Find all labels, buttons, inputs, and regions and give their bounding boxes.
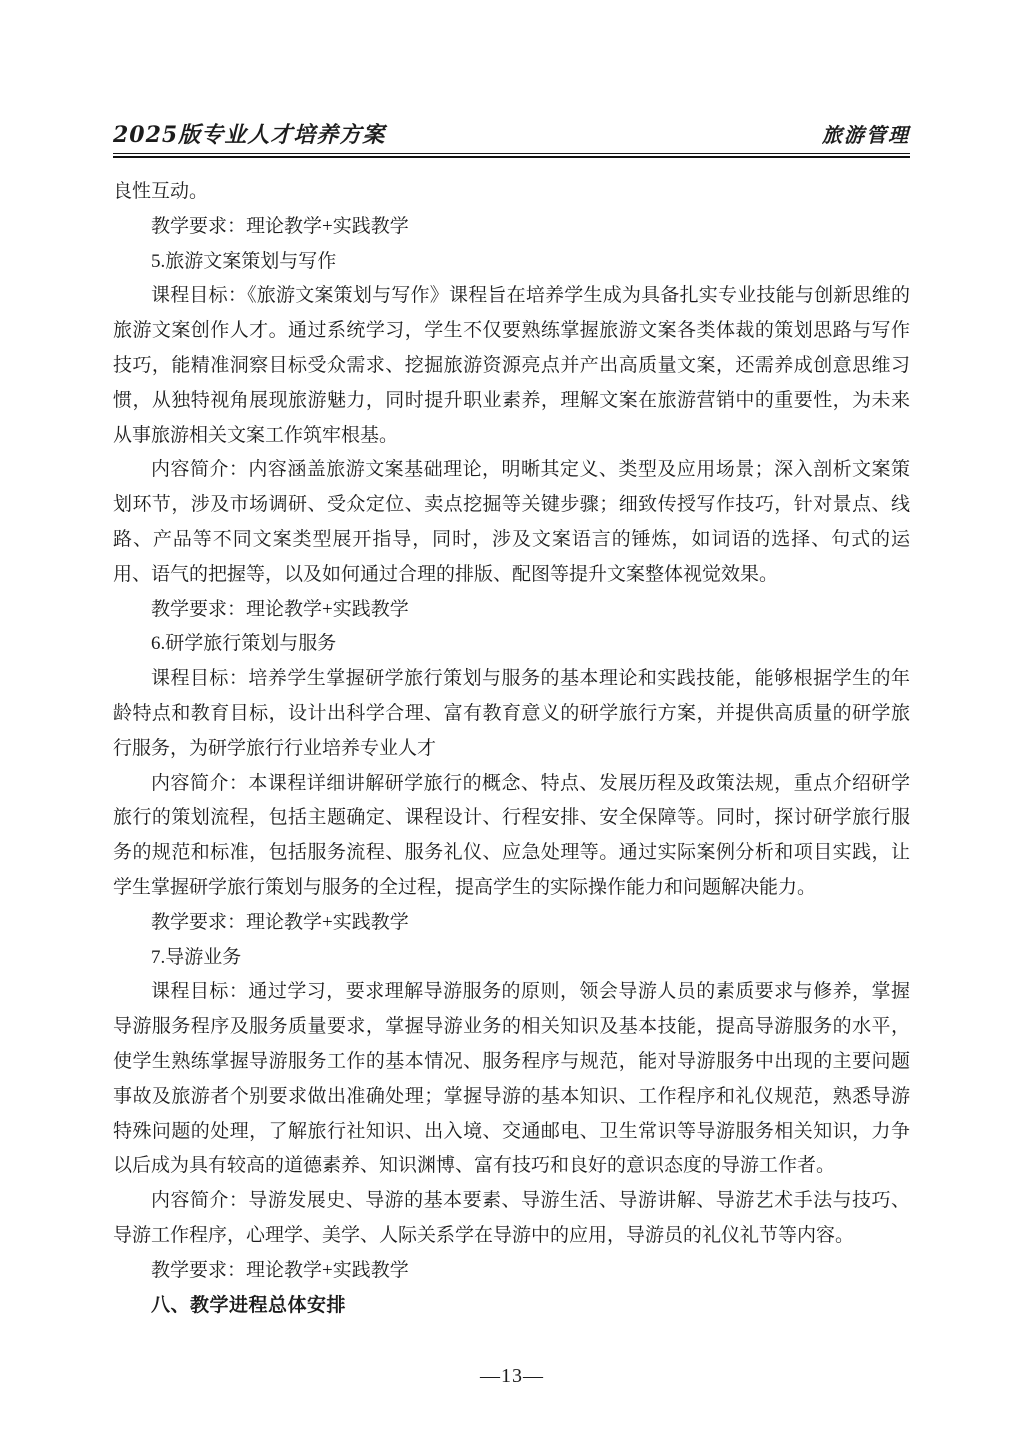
paragraph: 5.旅游文案策划与写作 (151, 250, 337, 272)
paragraph: 内容简介：导游发展史、导游的基本要素、导游生活、导游讲解、导游艺术手法与技巧、导游工作程序，心理学、美学、人际关系学在导游中的应用，导游员的礼仪礼节等内容。 (113, 1190, 910, 1246)
paragraph: 课程目标：培养学生掌握研学旅行策划与服务的基本理论和实践技能，能够根据学生的年龄特点和教育目标，设计出科学合理、富有教育意义的研学旅行方案，并提供高质量的研学旅行服务，为研学旅行行业培养专业人才 (113, 668, 910, 759)
document-body (113, 175, 910, 1323)
paragraph: 内容简介：本课程详细讲解研学旅行的概念、特点、发展历程及政策法规，重点介绍研学旅行的策划流程，包括主题确定、课程设计、行程安排、安全保障等。同时，探讨研学旅行服务的规范和标准，包括服务流程、服务礼仪、应急处理等。通过实际案例分析和项目实践，让学生掌握研学旅行策划与服务的全过程，提高学生的实际操作能力和问题解决能力。 (113, 772, 910, 898)
header-double-rule (113, 153, 910, 158)
paragraph: 6.研学旅行策划与服务 (151, 633, 337, 655)
page-number: —13— (480, 1365, 544, 1387)
paragraph: 教学要求：理论教学+实践教学 (151, 911, 409, 933)
header-right-label: 旅游管理 (822, 123, 910, 147)
paragraph: 教学要求：理论教学+实践教学 (151, 215, 409, 237)
paragraph: 八、教学进程总体安排 (151, 1294, 347, 1316)
paragraph: 课程目标：《旅游文案策划与写作》课程旨在培养学生成为具备扎实专业技能与创新思维的旅游文案创作人才。通过系统学习，学生不仅要熟练掌握旅游文案各类体裁的策划思路与写作技巧，能精准洞察目标受众需求、挖掘旅游资源亮点并产出高质量文案，还需养成创意思维习惯，从独特视角展现旅游魅力，同时提升职业素养，理解文案在旅游营销中的重要性，为未来从事旅游相关文案工作筑牢根基。 (113, 285, 910, 446)
paragraph: 教学要求：理论教学+实践教学 (151, 598, 409, 620)
page-header (113, 122, 910, 148)
paragraph: 7.导游业务 (151, 946, 242, 968)
paragraph: 课程目标：通过学习，要求理解导游服务的原则，领会导游人员的素质要求与修养，掌握导游服务程序及服务质量要求，掌握导游业务的相关知识及基本技能，提高导游服务的水平，使学生熟练掌握导游服务工作的基本情况、服务程序与规范，能对导游服务中出现的主要问题事故及旅游者个别要求做出准确处理；掌握导游的基本知识、工作程序和礼仪规范，熟悉导游特殊问题的处理，了解旅行社知识、出入境、交通邮电、卫生常识等导游服务相关知识，力争以后成为具有较高的道德素养、知识渊博、富有技巧和良好的意识态度的导游工作者。 (113, 981, 910, 1177)
paragraph: 内容简介：内容涵盖旅游文案基础理论，明晰其定义、类型及应用场景；深入剖析文案策划环节，涉及市场调研、受众定位、卖点挖掘等关键步骤；细致传授写作技巧，针对景点、线路、产品等不同文案类型展开指导，同时，涉及文案语言的锤炼，如词语的选择、句式的运用、语气的把握等，以及如何通过合理的排版、配图等提升文案整体视觉效果。 (113, 459, 910, 585)
paragraph: 教学要求：理论教学+实践教学 (151, 1259, 409, 1281)
page-footer (0, 1365, 1024, 1388)
paragraph: 良性互动。 (113, 181, 209, 202)
header-left-title: 2025版专业人才培养方案 (113, 122, 386, 148)
